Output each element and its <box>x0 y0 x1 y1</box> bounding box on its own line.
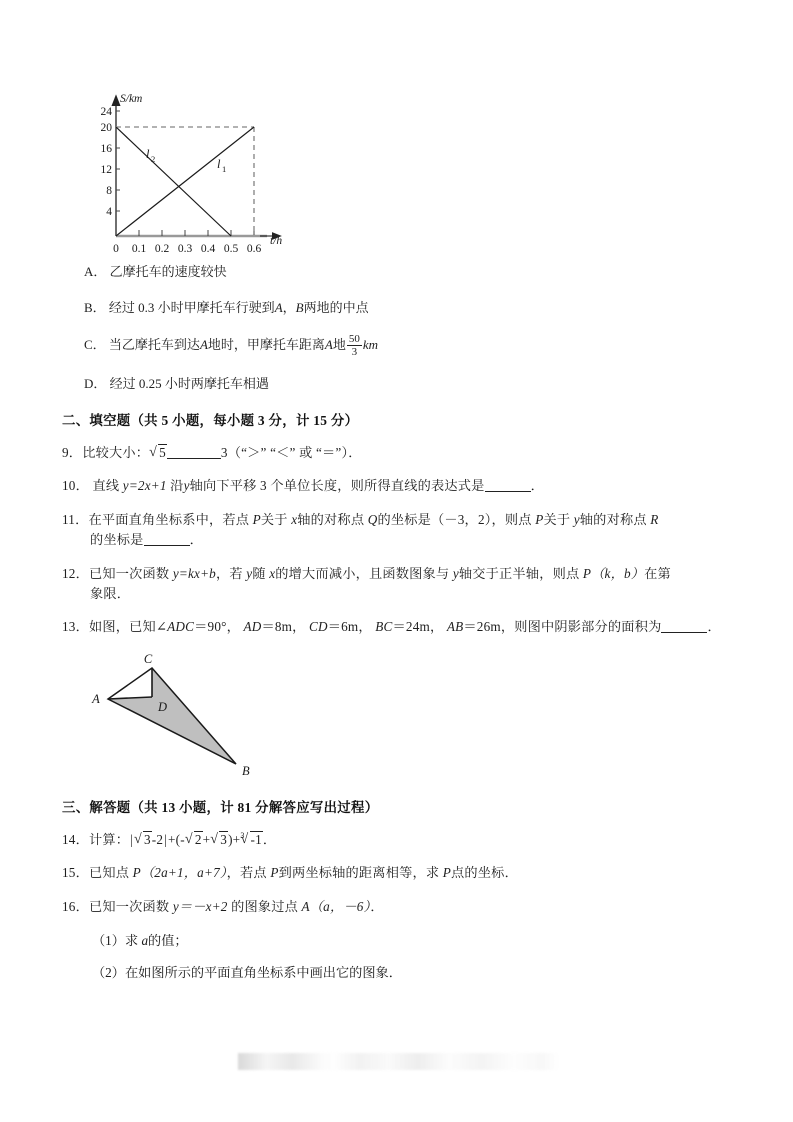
svg-text:l: l <box>146 147 150 161</box>
question-11-line-2 <box>62 530 740 550</box>
question-10-text-4: ． <box>530 478 544 494</box>
sqrt-3-second <box>210 830 228 850</box>
question-12 <box>62 564 740 605</box>
question-13-text-4: ＝6m， <box>327 619 372 635</box>
question-16-part1-var-a: a <box>141 933 149 949</box>
question-16-text-1: 已知一次函数 <box>88 898 170 914</box>
question-12-axis-y: y <box>452 565 459 581</box>
cube-root-neg-1 <box>241 830 263 850</box>
expr-minus-2: -2 <box>151 831 164 847</box>
question-11-number: 11． <box>62 511 89 527</box>
option-c-text-2: 地时，甲摩托车距离 <box>207 337 325 353</box>
question-11-point-p: P <box>252 511 261 527</box>
question-15-point-p2: P <box>270 865 279 881</box>
option-c-text-3: 地 <box>332 337 346 353</box>
question-11-text-4: 的坐标是（－3，2），则点 <box>377 511 532 527</box>
triangle-svg <box>86 651 296 781</box>
fraction-denominator: 3 <box>351 346 358 359</box>
svg-text:0.6: 0.6 <box>246 243 262 255</box>
question-12-var-y: y <box>246 565 253 581</box>
svg-text:0.5: 0.5 <box>223 243 239 255</box>
svg-text:2: 2 <box>151 154 156 164</box>
option-b-point-a: A <box>274 299 283 315</box>
question-10-blank[interactable] <box>485 478 531 492</box>
option-b-letter: B． <box>84 299 106 315</box>
shaded-region-acb <box>108 668 236 764</box>
question-10-text-3: 轴向下平移 3 个单位长度，则所得直线的表达式是 <box>189 478 485 494</box>
question-13-seg-cd: CD <box>309 619 328 635</box>
option-c-fraction <box>347 333 362 358</box>
question-12-point-p: P（k，b） <box>582 565 645 581</box>
option-c-text-1: 当乙摩托车到达 <box>108 337 200 353</box>
question-15-point-p3: P <box>442 865 452 881</box>
sqrt-5-radicand: 5 <box>159 444 166 460</box>
cube-root-radicand: -1 <box>250 831 262 847</box>
question-9-blank[interactable] <box>167 445 221 459</box>
section-3-title: 三、解答题（共 13 小题，计 81 分解答应写出过程） <box>62 799 379 815</box>
question-14 <box>62 830 740 850</box>
question-10-number: 10． <box>62 478 89 494</box>
series-l1-line <box>116 127 254 236</box>
svg-text:20: 20 <box>100 122 112 134</box>
question-13-number: 13． <box>62 619 89 635</box>
option-a <box>62 262 740 282</box>
question-13-seg-ad: AD <box>243 619 262 635</box>
question-15-text-3: 到两坐标轴的距离相等，求 <box>278 865 440 881</box>
question-16 <box>62 897 740 917</box>
question-15-coords: （2a+1，a+7） <box>140 865 227 881</box>
question-10-text-1: 直线 <box>92 478 120 494</box>
sqrt-3-first-radicand: 3 <box>144 831 151 847</box>
vertex-label-c: C <box>143 651 153 666</box>
question-14-number: 14． <box>62 831 89 847</box>
question-11-text-5: 关于 <box>543 511 571 527</box>
option-b-comma: ， <box>282 299 296 315</box>
series-label-l2 <box>146 147 155 164</box>
question-11-point-q: Q <box>367 511 378 527</box>
question-9-text-2: 3（“＞” “＜” 或 “＝”）． <box>220 444 362 460</box>
figure-triangle <box>86 651 296 781</box>
question-16-point-a: A <box>301 898 310 914</box>
question-15-text-1: 已知点 <box>88 865 130 881</box>
question-16-part-1 <box>62 930 740 949</box>
y-tick-labels <box>101 106 113 218</box>
question-12-text-5: 轴交于正半轴，则点 <box>458 565 580 581</box>
sqrt-3-second-radicand: 3 <box>220 831 228 847</box>
svg-text:16: 16 <box>100 143 112 155</box>
question-16-part1-text-1: （1）求 <box>92 933 139 949</box>
svg-text:0.1: 0.1 <box>131 243 147 255</box>
question-13-text-2: ＝90°， <box>194 619 240 635</box>
abs-bar-open: | <box>130 831 133 847</box>
question-16-coords: （a，－6） <box>309 898 371 914</box>
svg-text:0.2: 0.2 <box>154 243 170 255</box>
question-11-axis-x: x <box>291 511 298 527</box>
question-15-text-2: ，若点 <box>226 865 267 881</box>
question-11-text-1: 在平面直角坐标系中，若点 <box>88 511 250 527</box>
y-axis-label: S/km <box>120 93 143 105</box>
figure-line-chart <box>84 88 299 256</box>
option-b <box>62 298 740 318</box>
option-d <box>62 374 740 394</box>
question-11-text-6: 轴的对称点 <box>579 511 647 527</box>
question-14-text-1: 计算： <box>88 831 130 847</box>
abs-bar-close: | <box>164 831 168 847</box>
question-13-text-3: ＝8m， <box>261 619 306 635</box>
option-c-point-a2: A <box>324 337 333 353</box>
question-10-axis: y <box>183 478 190 494</box>
svg-text:0.4: 0.4 <box>200 243 216 255</box>
question-12-number: 12． <box>62 565 89 581</box>
question-11-blank[interactable] <box>144 532 190 546</box>
question-12-var-x: x <box>269 565 276 581</box>
svg-text:0: 0 <box>113 243 119 255</box>
question-9 <box>62 443 740 463</box>
option-b-text-1: 经过 0.3 小时甲摩托车行驶到 <box>108 299 275 315</box>
svg-text:l: l <box>217 157 221 171</box>
option-d-text: 经过 0.25 小时两摩托车相遇 <box>109 376 269 392</box>
question-11-axis-y: y <box>573 511 580 527</box>
fraction-numerator: 50 <box>348 333 360 345</box>
option-c-point-a: A <box>199 337 208 353</box>
question-12-line-2: 象限． <box>90 585 131 601</box>
svg-text:1: 1 <box>222 164 227 174</box>
question-11-text-2: 关于 <box>260 511 288 527</box>
question-12-text-1: 已知一次函数 <box>88 565 170 581</box>
question-12-text-6: 在第 <box>644 565 671 581</box>
question-11-line2-text-2: ． <box>189 532 203 548</box>
question-15 <box>62 863 740 883</box>
option-a-text: 乙摩托车的速度较快 <box>109 264 227 279</box>
x-axis-label: t/h <box>270 235 283 247</box>
series-l2-line <box>116 127 231 236</box>
question-15-number: 15． <box>62 865 89 881</box>
question-10-text-2: 沿 <box>170 478 184 494</box>
svg-text:4: 4 <box>106 206 112 218</box>
option-c <box>62 333 740 358</box>
question-13-angle-adc: ADC <box>167 619 195 635</box>
question-13-text-1: 如图，已知∠ <box>88 619 168 635</box>
sqrt-5 <box>149 443 167 463</box>
watermark-bar <box>238 1053 558 1070</box>
svg-text:24: 24 <box>100 106 112 118</box>
option-b-text-2: 两地的中点 <box>303 299 369 315</box>
vertex-label-d: D <box>158 699 168 714</box>
question-15-text-4: 点的坐标． <box>451 865 518 881</box>
section-2-title: 二、填空题（共 5 小题，每小题 3 分，计 15 分） <box>62 412 359 428</box>
option-c-unit: km <box>362 337 379 353</box>
vertex-label-b: B <box>242 763 250 778</box>
expr-plus-mid: + <box>202 831 211 847</box>
question-13-text-5: ＝24m， <box>392 619 444 635</box>
series-label-l1 <box>217 157 226 174</box>
question-13-blank[interactable] <box>661 619 707 633</box>
expr-plus-open-paren: +(- <box>168 831 185 847</box>
question-11-point-p2: P <box>535 511 544 527</box>
question-16-equation: y＝－x+2 <box>172 898 228 914</box>
question-15-point-p: P <box>132 865 141 881</box>
question-12-equation: y=kx+b <box>172 565 216 581</box>
sqrt-2-radicand: 2 <box>194 831 202 847</box>
page-content <box>62 88 740 994</box>
option-b-point-b: B <box>295 299 304 315</box>
question-16-part-2: （2）在如图所示的平面直角坐标系中画出它的图象． <box>92 965 402 981</box>
option-c-letter: C． <box>84 337 106 353</box>
question-13 <box>62 617 740 637</box>
option-d-letter: D． <box>84 376 107 392</box>
question-11-point-r: R <box>650 511 659 527</box>
question-11-line2-text-1: 的坐标是 <box>90 532 144 548</box>
question-12-text-4: 的增大而减小，且函数图象与 <box>275 565 450 581</box>
question-11-text-3: 轴的对称点 <box>297 511 365 527</box>
svg-text:0.3: 0.3 <box>177 243 193 255</box>
expr-close-paren-plus: )+ <box>228 831 241 847</box>
sqrt-3-first <box>134 830 152 850</box>
question-13-seg-bc: BC <box>375 619 393 635</box>
sqrt-2 <box>185 830 203 850</box>
question-16-number: 16． <box>62 898 89 914</box>
svg-text:12: 12 <box>100 164 112 176</box>
expr-period: ． <box>262 831 277 847</box>
vertex-label-a: A <box>92 691 100 706</box>
cube-root-index: 3 <box>240 830 245 840</box>
question-9-number: 9． <box>62 444 83 460</box>
question-12-text-3: 随 <box>252 565 266 581</box>
question-9-text-1: 比较大小： <box>82 444 150 460</box>
question-13-text-6: ＝26m，则图中阴影部分的面积为 <box>463 619 662 635</box>
question-11 <box>62 510 740 551</box>
question-16-part1-text-2: 的值； <box>148 933 188 949</box>
question-12-text-2: ，若 <box>215 565 243 581</box>
line-chart-svg <box>84 88 299 256</box>
question-10 <box>62 476 740 496</box>
question-16-text-2: 的图象过点 <box>231 898 299 914</box>
question-10-equation: y=2x+1 <box>122 478 167 494</box>
x-tick-labels <box>113 243 261 255</box>
question-16-text-3: ． <box>370 898 384 914</box>
question-13-text-7: ． <box>707 619 721 635</box>
option-a-letter: A． <box>84 264 107 279</box>
svg-text:8: 8 <box>106 185 112 197</box>
question-13-seg-ab: AB <box>446 619 464 635</box>
